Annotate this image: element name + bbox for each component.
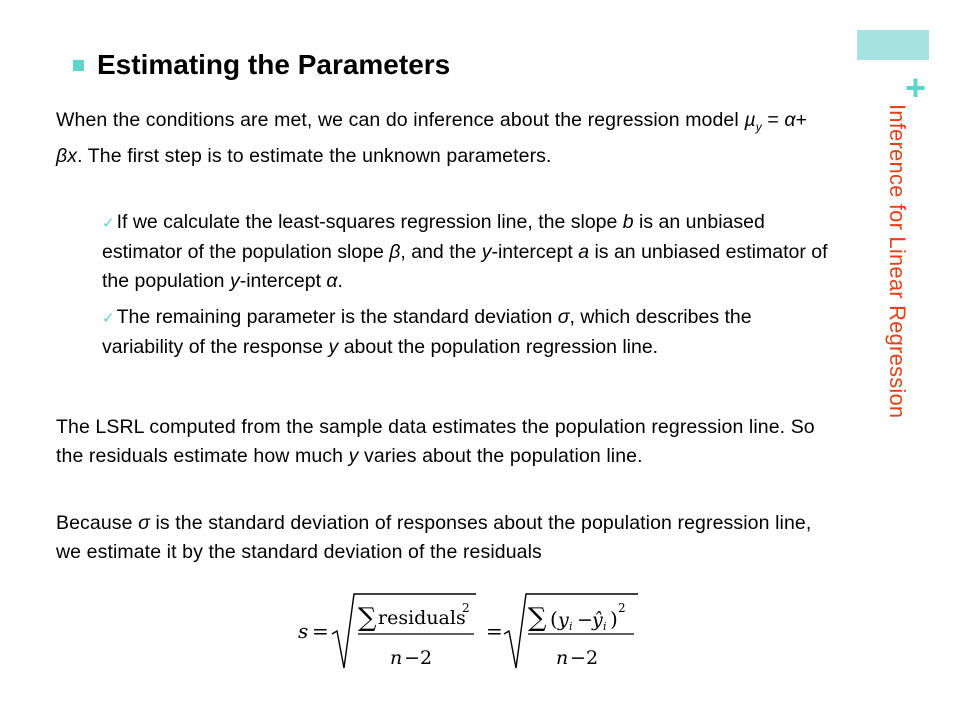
checkmark-icon: ✓ bbox=[102, 215, 115, 232]
plus-icon: + bbox=[905, 67, 927, 108]
heading-text: Estimating the Parameters bbox=[97, 49, 451, 80]
formula-eq-2: = bbox=[486, 619, 503, 643]
formula-minus-1: − bbox=[404, 647, 420, 669]
formula-sub-i-2: i bbox=[603, 620, 607, 633]
formula-y: y bbox=[558, 609, 569, 631]
formula-sq-1: 2 bbox=[462, 601, 470, 615]
check-item-sigma: ✓ The remaining parameter is the standard deviation σ, which describes the variability of the response y about the population regression line. bbox=[102, 306, 752, 358]
formula-two-2: 2 bbox=[586, 647, 599, 669]
formula-sum-1: ∑ bbox=[358, 603, 377, 633]
checkmark-icon: ✓ bbox=[102, 310, 115, 327]
standard-error-formula bbox=[290, 588, 650, 676]
formula-sum-2: ∑ bbox=[528, 603, 547, 633]
intro-paragraph: When the conditions are met, we can do inference about the regression model µ$_y$ = α+ βx. The first step is to estimate the unknown parameters. bbox=[56, 109, 808, 167]
formula-minus-2: − bbox=[570, 647, 586, 669]
check-item-slope: ✓ If we calculate the least-squares regression line, the slope b is an unbiased estimator of the population slope β, and the y-intercept a is an unbiased estimator of the population y-intercept α. bbox=[102, 211, 828, 292]
formula-s: s bbox=[298, 619, 309, 643]
formula-lparen: ( bbox=[550, 607, 558, 631]
formula-sq-2: 2 bbox=[618, 601, 626, 615]
page-title bbox=[73, 49, 450, 81]
formula-minus-inner: − bbox=[577, 609, 593, 631]
side-title: Inference for Linear Regression bbox=[885, 104, 910, 419]
formula-two-1: 2 bbox=[420, 647, 433, 669]
accent-block bbox=[857, 30, 929, 60]
lsrl-paragraph: The LSRL computed from the sample data estimates the population regression line. So the residuals estimate how much y varies about the population line. bbox=[56, 416, 815, 467]
formula-rparen: ) bbox=[610, 607, 618, 631]
formula-yhat: ŷ bbox=[592, 609, 603, 631]
formula-eq-1: = bbox=[312, 619, 329, 643]
formula-n-1: n bbox=[390, 647, 403, 669]
formula-sub-i-1: i bbox=[569, 620, 573, 633]
square-bullet-icon bbox=[73, 60, 84, 71]
formula-n-2: n bbox=[556, 647, 569, 669]
formula-residuals: residuals bbox=[378, 607, 466, 629]
because-paragraph: Because σ is the standard deviation of responses about the population regression line, we estimate it by the standard deviation of the residuals bbox=[56, 512, 812, 563]
